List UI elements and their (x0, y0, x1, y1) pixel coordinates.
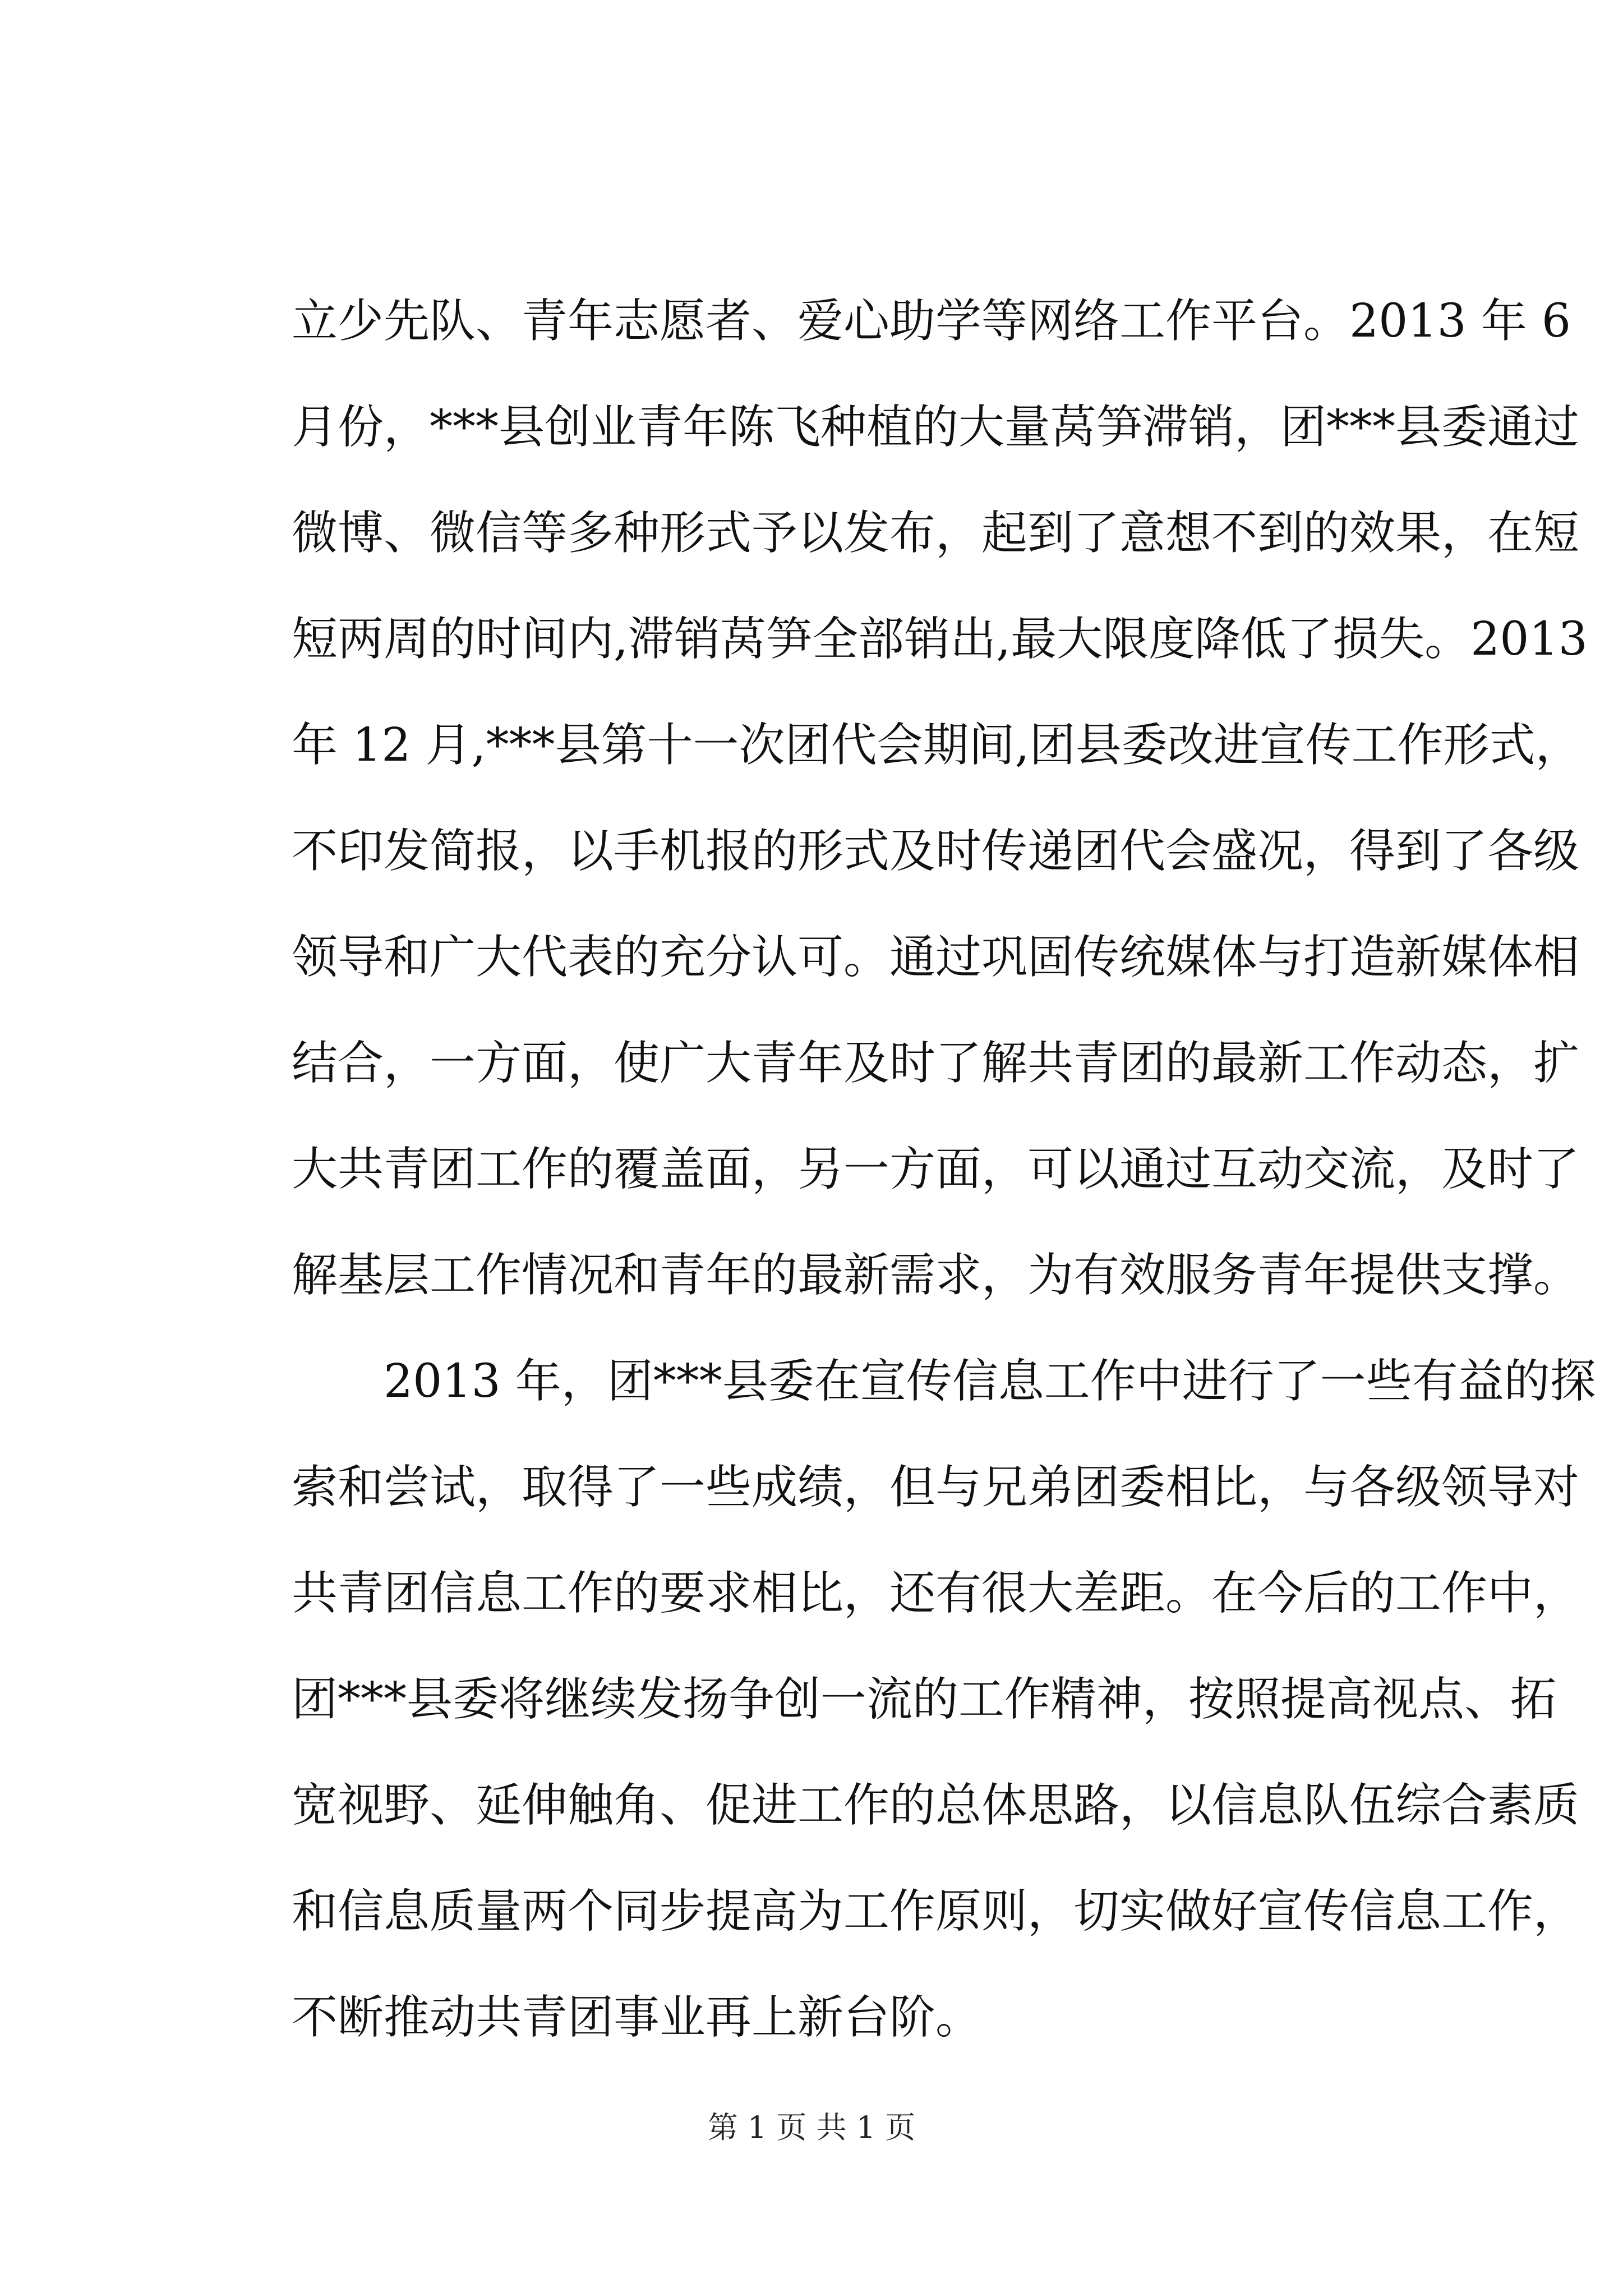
text-line: 索和尝试，取得了一些成绩，但与兄弟团委相比，与各级领导对 (292, 1461, 1580, 1514)
text-line: 短两周的时间内,滞销莴笋全部销出,最大限度降低了损失。2013 (292, 613, 1588, 666)
text-line: 宽视野、延伸触角、促进工作的总体思路，以信息队伍综合素质 (292, 1779, 1580, 1832)
text-line: 立少先队、青年志愿者、爱心助学等网络工作平台。2013 年 6 (292, 295, 1571, 348)
text-line: 解基层工作情况和青年的最新需求，为有效服务青年提供支撑。 (292, 1249, 1580, 1302)
page-footer (0, 2108, 1623, 2147)
text-line: 共青团信息工作的要求相比，还有很大差距。在今后的工作中， (292, 1567, 1580, 1620)
text-line: 月份，***县创业青年陈飞种植的大量莴笋滞销，团***县委通过 (292, 401, 1580, 454)
text-line: 年 12 月,***县第十一次团代会期间,团县委改进宣传工作形式， (292, 719, 1581, 772)
text-line: 大共青团工作的覆盖面，另一方面，可以通过互动交流，及时了 (292, 1143, 1580, 1196)
paragraph-first-line: 2013 年，团***县委在宣传信息工作中进行了一些有益的探 (384, 1355, 1596, 1408)
text-line: 不印发简报，以手机报的形式及时传递团代会盛况，得到了各级 (292, 825, 1580, 878)
text-line: 领导和广大代表的充分认可。通过巩固传统媒体与打造新媒体相 (292, 931, 1580, 984)
page-number: 第 1 页 共 1 页 (707, 2110, 916, 2145)
text-line: 微博、微信等多种形式予以发布，起到了意想不到的效果，在短 (292, 507, 1580, 560)
text-line: 结合，一方面，使广大青年及时了解共青团的最新工作动态，扩 (292, 1037, 1580, 1090)
text-line: 团***县委将继续发扬争创一流的工作精神，按照提高视点、拓 (292, 1673, 1557, 1726)
paragraph-last-line: 不断推动共青团事业再上新台阶。 (292, 1991, 982, 2044)
body-text (292, 268, 1596, 2070)
text-line: 和信息质量两个同步提高为工作原则，切实做好宣传信息工作， (292, 1885, 1580, 1938)
